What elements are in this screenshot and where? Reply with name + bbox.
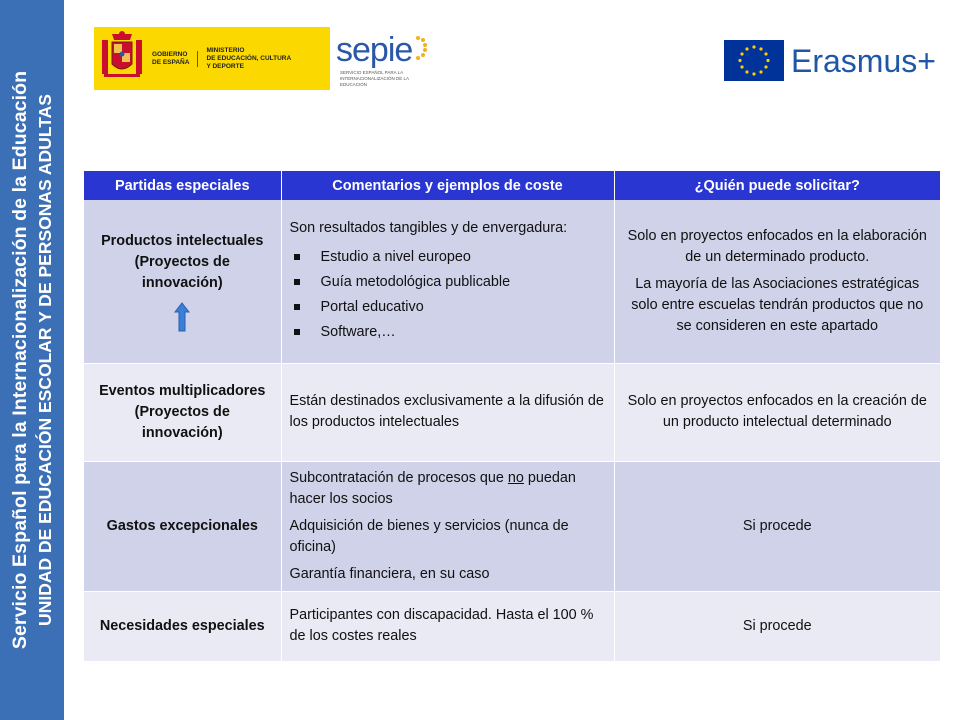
quien-text: Si procede xyxy=(742,617,812,634)
sepie-logo xyxy=(330,27,432,90)
table-row xyxy=(84,363,940,461)
side-banner-text xyxy=(0,0,64,720)
list-item: Portal educativo xyxy=(290,295,606,320)
ministerio-text: MINISTERIO DE EDUCACIÓN, CULTURA Y DEPORTE xyxy=(206,46,292,70)
special-items-table xyxy=(84,171,940,662)
erasmus-wordmark: Erasmus+ xyxy=(791,42,936,79)
gobierno-text: GOBIERNO DE ESPAÑA xyxy=(152,51,198,67)
comentario-text-2: Adquisición de bienes y servicios (nunca de oficina) xyxy=(289,517,569,555)
header-comentarios: Comentarios y ejemplos de coste xyxy=(281,171,614,200)
partida-label: Gastos excepcionales xyxy=(106,517,258,534)
list-item: Software,… xyxy=(290,320,606,345)
partida-cell xyxy=(84,591,281,661)
table-row xyxy=(84,461,940,591)
quien-text: Solo en proyectos enfocados en la creación de un producto intelectual determinado xyxy=(627,393,927,430)
comentario-cell xyxy=(281,461,614,591)
up-arrow-icon xyxy=(174,302,190,332)
comentario-part-c: puedan hacer los socios xyxy=(289,469,576,507)
coat-of-arms-icon xyxy=(100,30,144,88)
comentario-cell xyxy=(281,591,614,661)
comentario-text: Participantes con discapacidad. Hasta el 100 % de los costes reales xyxy=(289,607,594,644)
list-item: Guía metodológica publicable xyxy=(290,270,606,295)
comentario-text-3: Garantía financiera, en su caso xyxy=(289,565,490,582)
side-banner-title: Servicio Español para la Internacionalización de la Educación xyxy=(9,70,31,650)
table-row xyxy=(84,591,940,661)
erasmus-logo xyxy=(724,40,936,81)
partida-cell xyxy=(84,363,281,461)
examples-list xyxy=(290,245,606,345)
partida-label: Eventos multiplicadores xyxy=(99,382,266,399)
comentario-cell xyxy=(281,200,614,363)
comentario-text-1 xyxy=(290,468,606,510)
partida-label: Productos intelectuales xyxy=(101,232,264,249)
sepie-dots-icon xyxy=(414,35,428,61)
header-partidas: Partidas especiales xyxy=(84,171,281,200)
table-row xyxy=(84,200,940,363)
sepie-subtitle: SERVICIO ESPAÑOL PARA LA INTERNACIONALIZACIÓN DE LA EDUCACIÓN xyxy=(340,70,409,87)
sepie-wordmark: sepie xyxy=(336,31,413,69)
quien-cell xyxy=(614,200,940,363)
eu-flag-icon xyxy=(724,40,784,81)
quien-text-1: Solo en proyectos enfocados en la elaboración de un determinado producto. xyxy=(627,227,927,265)
side-banner-subtitle: UNIDAD DE EDUCACIÓN ESCOLAR Y DE PERSONAS ADULTAS xyxy=(35,94,55,626)
partida-cell xyxy=(84,200,281,363)
list-item: Estudio a nivel europeo xyxy=(290,245,606,270)
quien-cell xyxy=(614,461,940,591)
partida-sub: (Proyectos de innovación) xyxy=(134,403,230,441)
table-header-row xyxy=(84,171,940,200)
partida-label: Necesidades especiales xyxy=(99,617,265,634)
partida-sub: (Proyectos de innovación) xyxy=(134,253,230,291)
gobierno-ministerio-logo xyxy=(94,27,330,90)
side-banner xyxy=(0,0,64,720)
partida-cell xyxy=(84,461,281,591)
quien-cell xyxy=(614,363,940,461)
comentario-text: Están destinados exclusivamente a la difusión de los productos intelectuales xyxy=(289,393,604,430)
comentario-part-a: Subcontratación de procesos que xyxy=(289,469,508,486)
quien-text: Si procede xyxy=(742,517,812,534)
quien-cell xyxy=(614,591,940,661)
comentario-cell xyxy=(281,363,614,461)
comentario-intro: Son resultados tangibles y de envergadura: xyxy=(289,219,568,236)
quien-text-2: La mayoría de las Asociaciones estratégicas solo entre escuelas tendrán productos que no se consideren en este apartado xyxy=(631,275,924,334)
header-quien: ¿Quién puede solicitar? xyxy=(614,171,940,200)
comentario-underlined: no xyxy=(507,469,524,486)
